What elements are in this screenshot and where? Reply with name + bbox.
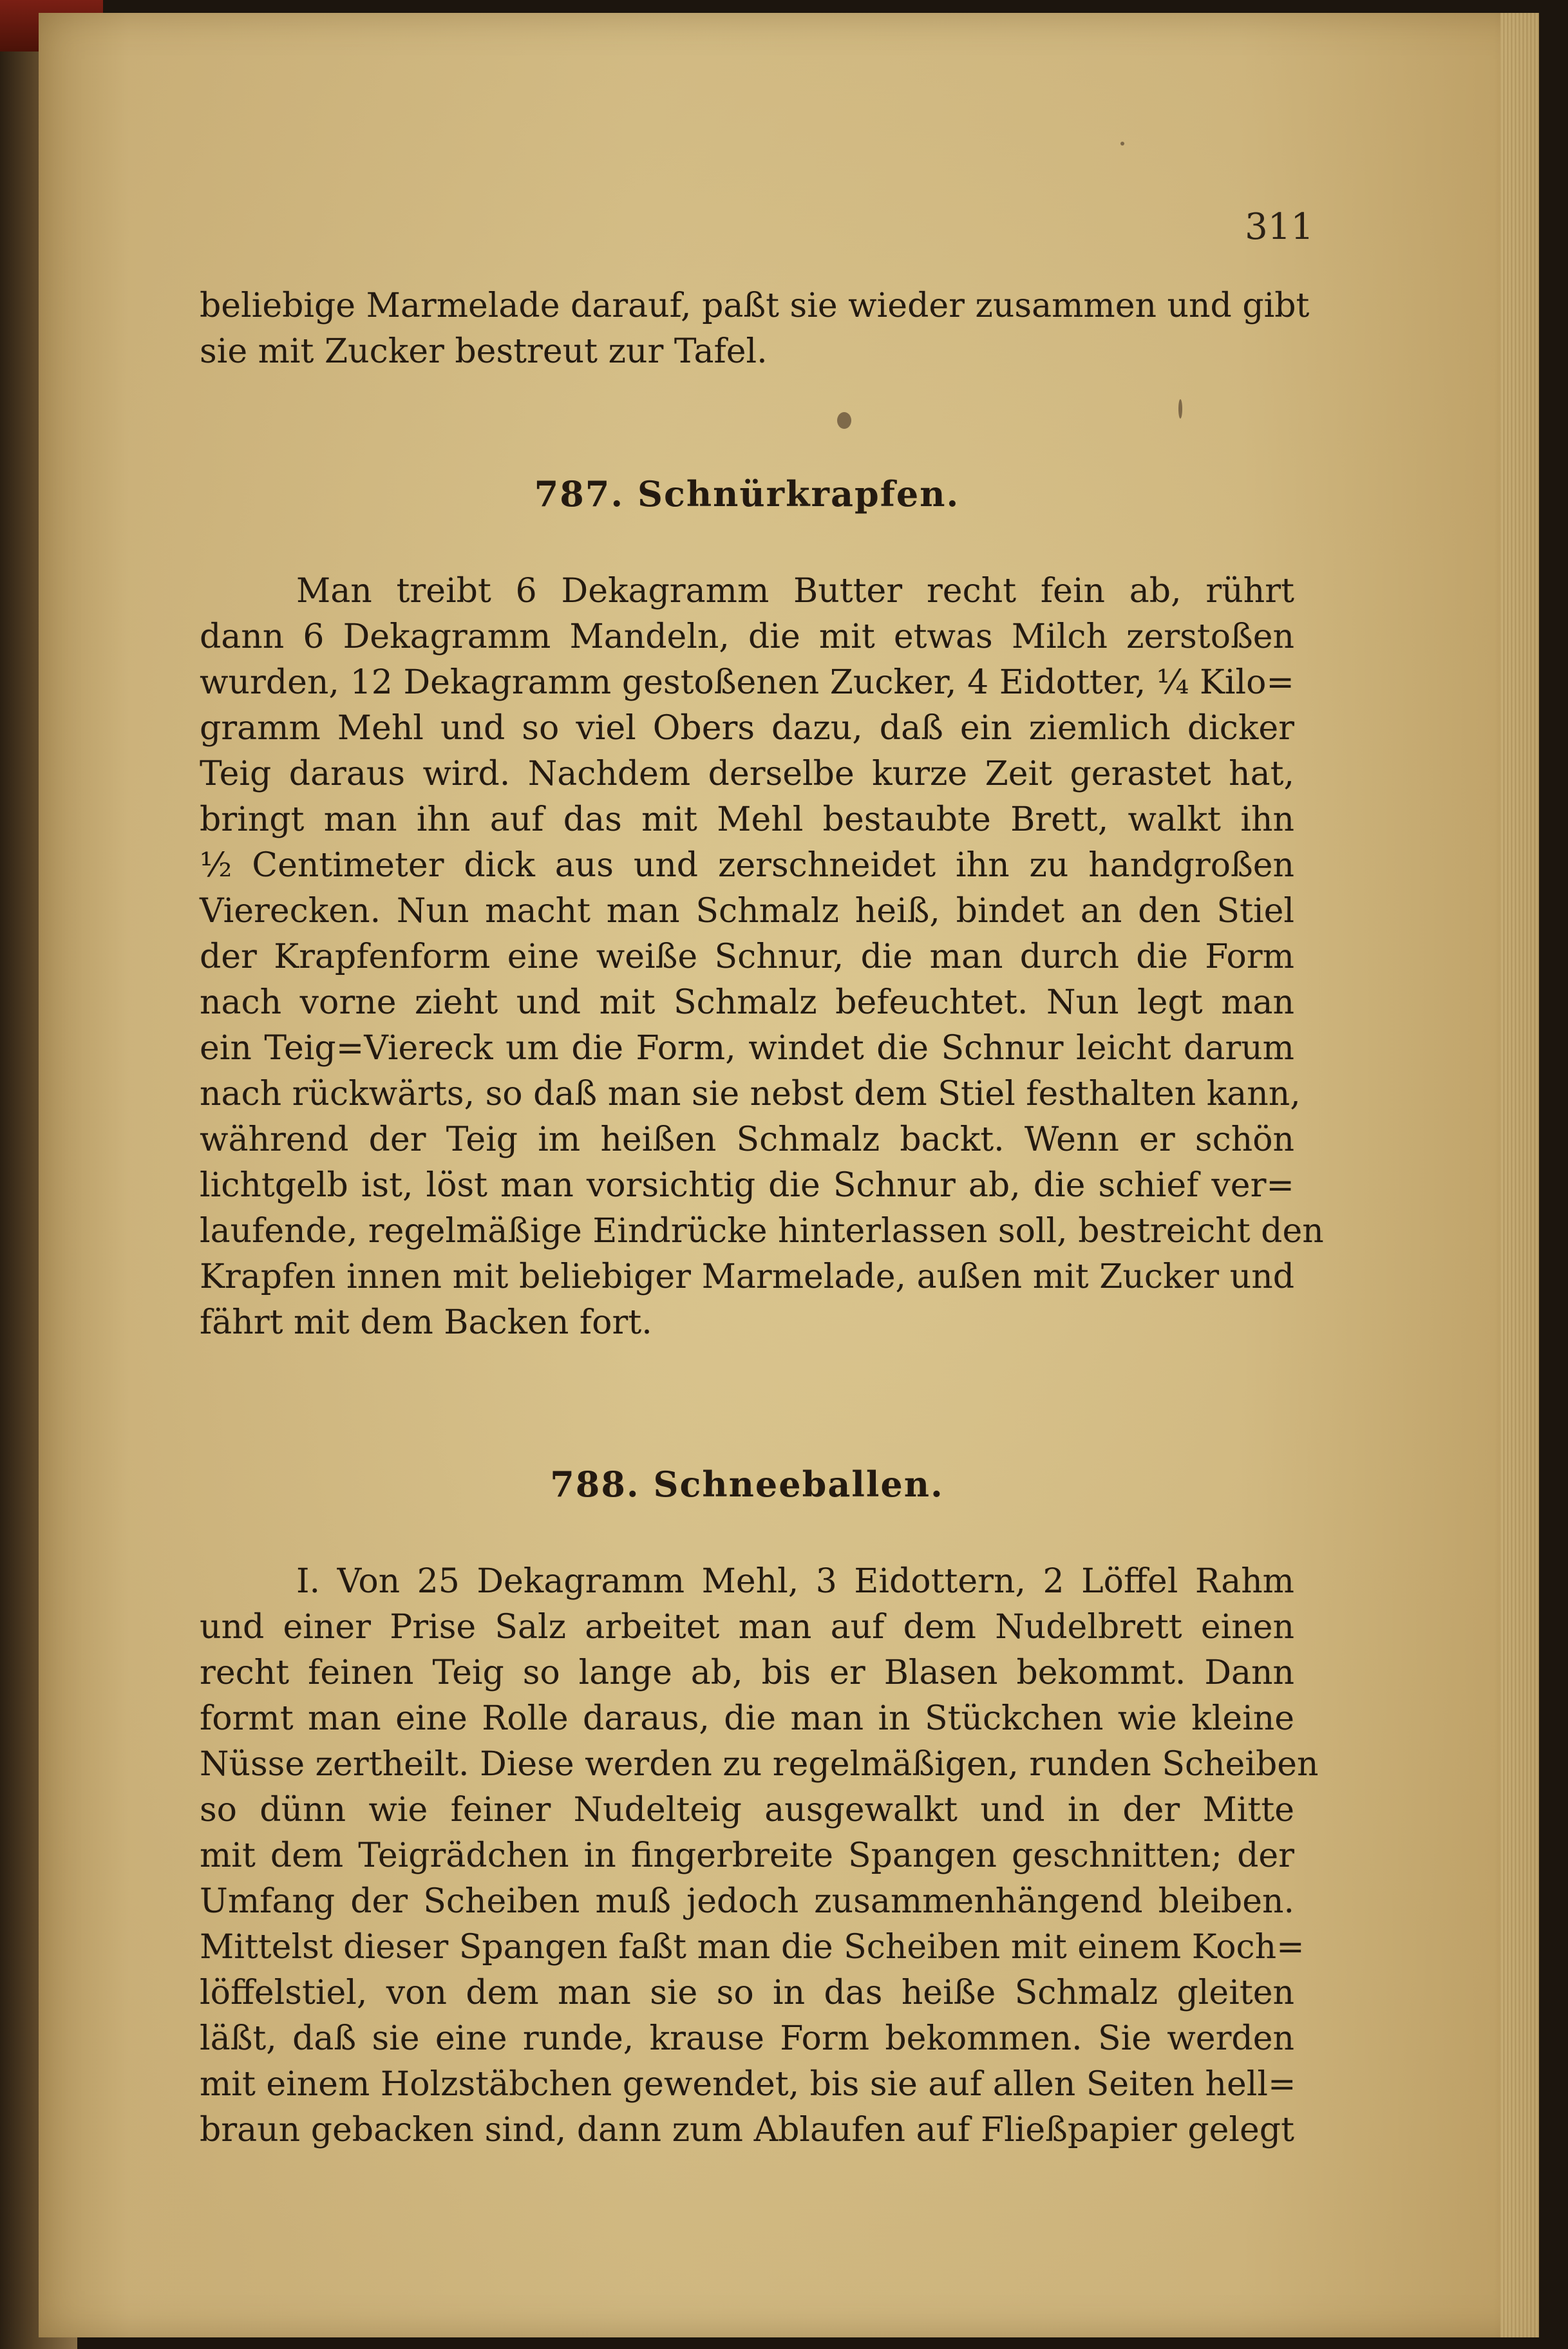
text-line: bringt man ihn auf das mit Mehl bestaubte Brett, walkt ihn bbox=[200, 800, 1294, 839]
recipe-788-body bbox=[200, 1559, 1319, 2153]
recipe-787-body bbox=[200, 569, 1324, 1346]
text-line: der Krapfenform eine weiße Schnur, die man durch die Form bbox=[200, 938, 1294, 976]
text-line: beliebige Marmelade darauf, paßt sie wieder zusammen und gibt bbox=[200, 287, 1310, 325]
text-line: recht feinen Teig so lange ab, bis er Blasen bekommt. Dann bbox=[200, 1654, 1294, 1692]
text-line: lichtgelb ist, löst man vorsichtig die Schnur ab, die schief ver= bbox=[200, 1166, 1294, 1205]
text-line: während der Teig im heißen Schmalz backt. Wenn er schön bbox=[200, 1120, 1294, 1159]
text-line: Nüsse zertheilt. Diese werden zu regelmäßigen, runden Scheiben bbox=[200, 1745, 1319, 1784]
ink-speck bbox=[1120, 142, 1124, 146]
text-line: laufende, regelmäßige Eindrücke hinterlassen soll, bestreicht den bbox=[200, 1212, 1324, 1250]
page-stack-edge bbox=[1500, 13, 1539, 2337]
page-number: 311 bbox=[1245, 206, 1314, 248]
text-line: Man treibt 6 Dekagramm Butter recht fein ab, rührt bbox=[296, 572, 1294, 610]
text-line: läßt, daß sie eine runde, krause Form bekommen. Sie werden bbox=[200, 2019, 1294, 2058]
text-line: ein Teig=Viereck um die Form, windet die Schnur leicht darum bbox=[200, 1029, 1294, 1068]
text-line: braun gebacken sind, dann zum Ablaufen auf Fließpapier gelegt bbox=[200, 2111, 1294, 2149]
text-line: gramm Mehl und so viel Obers dazu, daß ein ziemlich dicker bbox=[200, 709, 1294, 748]
text-line: formt man eine Rolle daraus, die man in Stückchen wie kleine bbox=[200, 1699, 1294, 1738]
text-line: fährt mit dem Backen fort. bbox=[200, 1303, 652, 1342]
text-line: Krapfen innen mit beliebiger Marmelade, außen mit Zucker und bbox=[200, 1258, 1294, 1296]
text-line: mit dem Teigrädchen in fingerbreite Spangen geschnitten; der bbox=[200, 1836, 1294, 1875]
book-page bbox=[39, 13, 1539, 2337]
text-line: so dünn wie feiner Nudelteig ausgewalkt und in der Mitte bbox=[200, 1791, 1294, 1829]
text-line: ½ Centimeter dick aus und zerschneidet ihn zu handgroßen bbox=[200, 846, 1294, 885]
text-line: und einer Prise Salz arbeitet man auf dem Nudelbrett einen bbox=[200, 1608, 1294, 1646]
text-line: Umfang der Scheiben muß jedoch zusammenhängend bleiben. bbox=[200, 1882, 1294, 1921]
text-line: Teig daraus wird. Nachdem derselbe kurze Zeit gerastet hat, bbox=[200, 755, 1294, 793]
text-line: wurden, 12 Dekagramm gestoßenen Zucker, 4 Eidotter, ¼ Kilo= bbox=[200, 663, 1294, 702]
text-line: nach vorne zieht und mit Schmalz befeuchtet. Nun legt man bbox=[200, 983, 1294, 1022]
text-line: I. Von 25 Dekagramm Mehl, 3 Eidottern, 2 Löffel Rahm bbox=[296, 1562, 1294, 1601]
text-line: dann 6 Dekagramm Mandeln, die mit etwas Milch zerstoßen bbox=[200, 618, 1294, 656]
text-line: sie mit Zucker bestreut zur Tafel. bbox=[200, 332, 768, 371]
recipe-heading-788: 788. Schneeballen. bbox=[550, 1464, 944, 1505]
text-line: Mittelst dieser Spangen faßt man die Scheiben mit einem Koch= bbox=[200, 1928, 1305, 1967]
text-line: mit einem Holzstäbchen gewendet, bis sie auf allen Seiten hell= bbox=[200, 2065, 1296, 2104]
text-line: Vierecken. Nun macht man Schmalz heiß, bindet an den Stiel bbox=[200, 892, 1294, 930]
page-text bbox=[200, 283, 1324, 2153]
text-line: löffelstiel, von dem man sie so in das heiße Schmalz gleiten bbox=[200, 1974, 1294, 2012]
recipe-heading-787: 787. Schnürkrapfen. bbox=[534, 473, 960, 514]
text-line: nach rückwärts, so daß man sie nebst dem Stiel festhalten kann, bbox=[200, 1075, 1301, 1113]
